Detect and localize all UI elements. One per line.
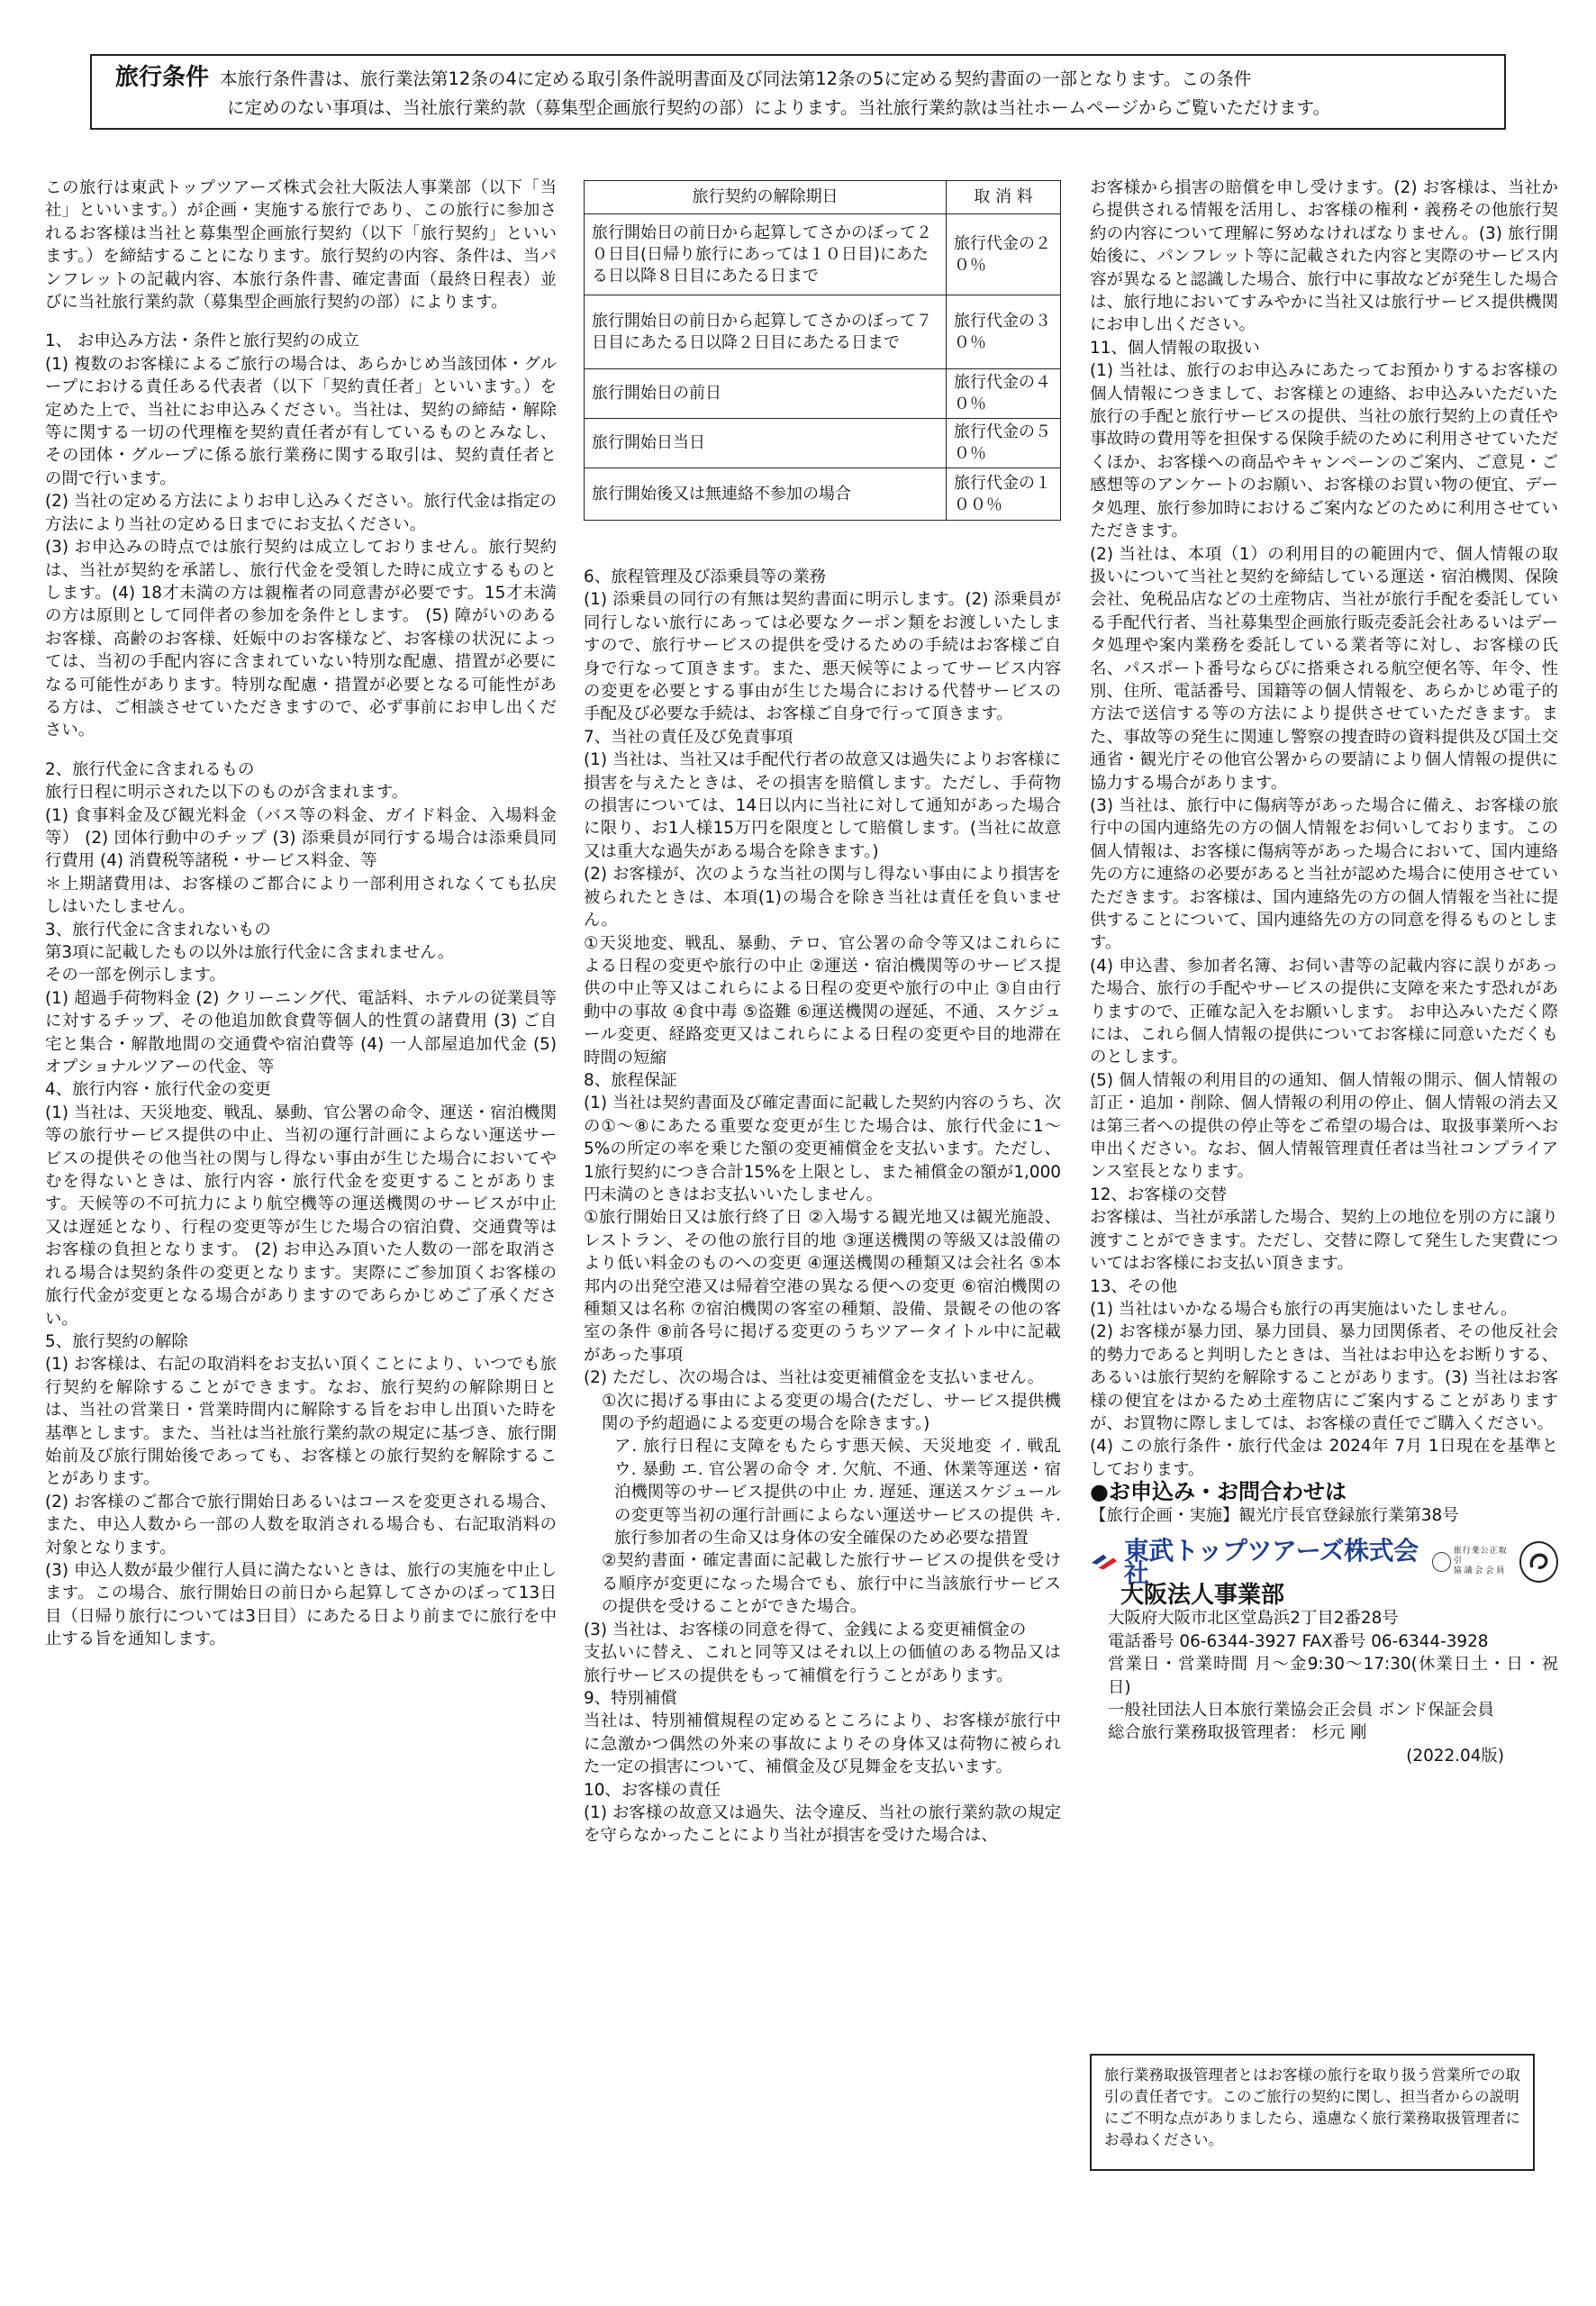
section-8-p5: ア. 旅行日程に支障をもたらす悪天候、天災地変 イ. 戦乱 ウ. 暴動 エ. 官公署の命令 オ. 欠航、不通、休業等運送・宿泊機関等のサービス提供の中止 カ. 遅延、運送スケジュールの変更等当初の運行計画によらない運送サービスの提供 キ. 旅行参加者の生命又は身体の安全確保のため必要な措置 xyxy=(614,1437,1061,1548)
travel-manager: 総合旅行業務取扱管理者： 杉元 剛 xyxy=(1108,1723,1367,1743)
section-1-p1: (1) 複数のお客様によるご旅行の場合は、あらかじめ当該団体・グループにおける責任ある代表者（以下「契約責任者」といいます。）を定めた上で、当社にお申込みください。当社は、契約の締結・解除等に関する一切の代理権を契約責任者が有しているものとみなし、その団体・グループに係る旅行業務に関する取引は、契約責任者との間で行います。 xyxy=(45,354,557,488)
table-row xyxy=(585,295,1061,369)
office-hours: 営業日・営業時間 月～金9:30～17:30(休業日土・日・祝日) xyxy=(1108,1655,1558,1697)
table-cell-period: 旅行開始日の前日 xyxy=(585,369,947,419)
section-3-p3: (1) 超過手荷物料金 (2) クリーニング代、電話料、ホテルの従業員等に対するチップ、その他追加飲食費等個人的性質の諸費用 (3) ご自宅と集合・解散地間の交通費や宿泊費等 (4) 一人部屋追加代金 (5) オプショナルツアーの代金、等 xyxy=(45,988,557,1077)
section-2-title: 2、旅行代金に含まれるもの xyxy=(45,759,255,779)
document-version: (2022.04版) xyxy=(1406,1746,1504,1766)
section-6-title: 6、旅程管理及び添乗員等の業務 xyxy=(584,567,827,586)
company-logo-row xyxy=(1090,1535,1558,1588)
section-1-p2: (2) 当社の定める方法によりお申し込みください。旅行代金は指定の方法により当社の定める日までにお支払ください。 xyxy=(45,492,557,534)
table-cell-fee: 旅行代金の５０％ xyxy=(947,419,1061,468)
section-13-p2: (2) お客様が暴力団、暴力団員、暴力団関係者、その他反社会的勢力であると判明したときは、当社はお申込をお断りする、あるいは旅行契約を解除することがあります。(3) 当社はお客様の便宜をはかるため土産物店にご案内することがありますが、お買物に際しましては、お客様の責任でご購入ください。 xyxy=(1090,1322,1558,1433)
section-12-p1: お客様は、当社が承諾した場合、契約上の地位を別の方に譲り渡すことができます。ただし、交替に際して発生した実費についてはお客様にお支払い頂きます。 xyxy=(1090,1208,1558,1274)
section-8-p3: (2) ただし、次の場合は、当社は変更補償金を支払いません。 xyxy=(584,1368,1045,1388)
office-name: 大阪法人事業部 xyxy=(1120,1581,1285,1609)
office-phone: 電話番号 06-6344-3927 FAX番号 06-6344-3928 xyxy=(1108,1631,1489,1651)
section-5-title: 5、旅行契約の解除 xyxy=(45,1331,188,1351)
table-header-row xyxy=(585,181,1061,214)
office-address: 大阪府大阪市北区堂島浜2丁目2番28号 xyxy=(1108,1609,1399,1629)
section-5-p2: (2) お客様のご都合で旅行開始日あるいはコースを変更される場合、また、申込人数から一部の人数を取消される場合も、右記取消料の対象となります。 xyxy=(45,1492,557,1557)
section-7-p1: (1) 当社は、当社又は手配代行者の故意又は過失によりお客様に損害を与えたときは、その損害を賠償します。ただし、手荷物の損害については、14日以内に当社に対して通知があった場合に限り、お1人様15万円を限度として賠償します。(当社に故意又は重大な過失がある場合を除きます。) xyxy=(584,750,1061,861)
column-right xyxy=(1090,177,1558,1767)
manager-notice-box: 旅行業務取扱管理者とはお客様の旅行を取り扱う営業所での取引の責任者です。このご旅行の契約に関し、担当者からの説明にご不明な点がありましたら、遠慮なく旅行業務取扱管理者にお尋ねください。 xyxy=(1090,2054,1535,2171)
section-10-title: 10、お客様の責任 xyxy=(584,1780,721,1800)
contact-title: ●お申込み・お問合わせは xyxy=(1090,1479,1347,1505)
section-13-p3: (4) この旅行条件・旅行代金は 2024年 7月 1日現在を基準としております。 xyxy=(1090,1437,1558,1479)
section-13-p1: (1) 当社はいかなる場合も旅行の再実施はいたしません。 xyxy=(1090,1299,1518,1319)
section-3-p2: その一部を例示します。 xyxy=(45,966,226,985)
section-7-title: 7、当社の責任及び免責事項 xyxy=(584,727,793,747)
section-6-p1: (1) 添乗員の同行の有無は契約書面に明示します。(2) 添乗員が同行しない旅行にあっては必要なクーポン類をお渡しいたしますので、旅行サービスの提供を受けるための手続はお客様ご自身で行なって頂きます。また、悪天候等によってサービス内容の変更を必要とする事由が生じた場合における代替サービスの手配及び必要な手続は、お客様ご自身で行って頂きます。 xyxy=(584,590,1061,724)
section-2-p3: ＊上期諸費用は、お客様のご都合により一部利用されなくても払戻しはいたしません。 xyxy=(45,874,557,917)
section-8-p4: ①次に掲げる事由による変更の場合(ただし、サービス提供機関の予約超過による変更の場合を除きます。) xyxy=(602,1391,1061,1434)
section-11-p2: (2) 当社は、本項（1）の利用目的の範囲内で、個人情報の取扱いについて当社と契約を締結している運送・宿泊機関、保険会社、免税品店などの土産物店、当社が旅行手配を委託している手配代行者、当社募集型企画旅行販売委託会社あるいはデータ処理や案内業務を委託している業者等に対し、お客様の氏名、パスポート番号ならびに搭乗される航空便名等、年令、性別、住所、電話番号、国籍等の個人情報を、あらかじめ電子的方法で送信する等の方法により提供させていただきます。また、事故等の発生に関連し警察の捜査時の資料提供及び国土交通省・観光庁その他官公署からの要請により個人情報の提供に協力する場合があります。 xyxy=(1090,544,1558,793)
section-2-p1: 旅行日程に明示された以下のものが含まれます。 xyxy=(45,783,409,803)
tobu-logo-icon xyxy=(1090,1550,1119,1574)
section-12-title: 12、お客様の交替 xyxy=(1090,1185,1228,1204)
section-4-title: 4、旅行内容・旅行代金の変更 xyxy=(45,1080,271,1100)
section-5-p1: (1) お客様は、右記の取消料をお支払い頂くことにより、いつでも旅行契約を解除することができます。なお、旅行契約の解除期日とは、当社の営業日・営業時間内に解除する旨をお申し出頂いた時を基準とします。また、当社は当社旅行業約款の規定に基づき、旅行開始前及び旅行開始後であっても、お客様との旅行契約を解除することがあります。 xyxy=(45,1355,557,1489)
section-11-title: 11、個人情報の取扱い xyxy=(1090,338,1260,358)
column-middle xyxy=(584,566,1061,1848)
section-9-title: 9、特別補償 xyxy=(584,1688,677,1708)
table-cell-period: 旅行開始日の前日から起算してさかのぼって７日目にあたる日以降２日目にあたる日まで xyxy=(585,295,947,369)
table-cell-fee: 旅行代金の２０％ xyxy=(947,214,1061,295)
table-row xyxy=(585,214,1061,295)
section-8-p6: ②契約書面・確定書面に記載した旅行サービスの提供を受ける順序が変更になった場合でも、旅行中に当該旅行サービスの提供を受けることができた場合。 xyxy=(602,1551,1061,1617)
section-11-p5: (5) 個人情報の利用目的の通知、個人情報の開示、個人情報の訂正・追加・削除、個人情報の利用の停止、個人情報の消去又は第三者への提供の停止等をご希望の場合は、取扱事業所へお申出ください。なお、個人情報管理責任者は当社コンプライアンス室長となります。 xyxy=(1090,1070,1558,1182)
table-cell-fee: 旅行代金の４０％ xyxy=(947,369,1061,419)
section-7-p3: ①天災地変、戦乱、暴動、テロ、官公署の命令等又はこれらによる日程の変更や旅行の中止 ②運送・宿泊機関等のサービス提供の中止等又はこれらによる日程の変更や旅行の中止 ③自由行動中の事故 ④食中毒 ⑤盗難 ⑥運送機関の遅延、不通、スケジュール変更、経路変更又はこれらによる日程の変更や目的地滞在時間の短縮 xyxy=(584,933,1061,1067)
section-8-p1: (1) 当社は契約書面及び確定書面に記載した契約内容のうち、次の①～⑧にあたる重要な変更が生じた場合は、旅行代金に1～5%の所定の率を乗じた額の変更補償金を支払います。ただし、1旅行契約につき合計15%を上限とし、また補償金の額が1,000円未満のときはお支払いいたしません。 xyxy=(584,1094,1061,1204)
conditions-header xyxy=(90,54,1506,130)
section-8-p2: ①旅行開始日又は旅行終了日 ②入場する観光地又は観光施設、レストラン、その他の旅行目的地 ③運送機関の等級又は設備のより低い料金のものへの変更 ④運送機関の種類又は会社名 ⑤本邦内の出発空港又は帰着空港の異なる便への変更 ⑥宿泊機関の種類又は名称 ⑦宿泊機関の客室の種類、設備、景観その他の客室の条件 ⑧前各号に掲げる変更のうちツアータイトル中に記載があった事項 xyxy=(584,1208,1061,1365)
bond-guarantee-icon xyxy=(1519,1541,1558,1583)
section-2-p2: (1) 食事料金及び観光料金（バス等の料金、ガイド料金、入場料金等） (2) 団体行動中のチップ (3) 添乗員が同行する場合は添乗員同行費用 (4) 消費税等諸税・サービス料金、等 xyxy=(45,805,557,871)
association-seal-icon xyxy=(1432,1552,1451,1572)
company-name: 東武トップツアーズ株式会社 xyxy=(1123,1535,1419,1588)
section-8-p8: 支払いに替え、これと同等又はそれ以上の価値のある物品又は旅行サービスの提供をもって補償を行うことがあります。 xyxy=(584,1643,1061,1685)
section-1-title: 1、 お申込み方法・条件と旅行契約の成立 xyxy=(45,331,359,351)
cancellation-fee-table xyxy=(584,180,1061,521)
header-line-1: 旅行条件 本旅行条件書は、旅行業法第12条の4に定める取引条件説明書面及び同法第12条の5に定める契約書面の一部となります。この条件 xyxy=(115,64,1252,91)
table-cell-period: 旅行開始日当日 xyxy=(585,419,947,468)
section-10-continued: お客様から損害の賠償を申し受けます。(2) お客様は、当社から提供される情報を活用し、お客様の権利・義務その他旅行契約の内容について理解に努めなければなりません。(3) 旅行開始後に、パンフレット等に記載された内容と実際のサービス内容が異なると認識した場合、旅行中に事故などが発生した場合は、旅行地においてすみやかに当社又は旅行サービス提供機関にお申し出ください。 xyxy=(1090,178,1558,335)
section-11-p1: (1) 当社は、旅行のお申込みにあたってお預かりするお客様の個人情報につきまして、お客様との連絡、お申込みいただいた旅行の手配と旅行サービスの提供、当社の旅行契約上の責任や事故時の費用等を担保する保険手続のために利用させていただくほか、お客様への商品やキャンペーンのご案内、ご意見・ご感想等のアンケートのお願い、お客様のお買い物の便宜、データ処理、旅行参加時におけるご案内などのために利用させていただきます。 xyxy=(1090,361,1558,541)
header-line-2: に定めのない事項は、当社旅行業約款（募集型企画旅行契約の部）によります。当社旅行業約款は当社ホームページからご覧いただけます。 xyxy=(227,97,1330,118)
section-13-title: 13、その他 xyxy=(1090,1276,1177,1296)
section-9-p1: 当社は、特別補償規程の定めるところにより、お客様が旅行中に急激かつ偶然の外来の事故によりその身体又は荷物に被られた一定の損害について、補償金及び見舞金を支払います。 xyxy=(584,1711,1061,1777)
section-11-p4: (4) 申込書、参加者名簿、お伺い書等の記載内容に誤りがあった場合、旅行の手配やサービスの提供に支障を来たす恐れがありますので、正確な記入をお願いします。 お申込みいただく際には、これら個人情報の提供についてお客様に同意いただくものとします。 xyxy=(1090,956,1558,1067)
section-11-p3: (3) 当社は、旅行中に傷病等があった場合に備え、お客様の旅行中の国内連絡先の方の個人情報をお伺いしております。この個人情報は、お客様に傷病等があった場合において、国内連絡先の方に連絡の必要があると当社が認めた場合に使用させていただきます。お客様は、国内連絡先の方の個人情報を当社に提供することについて、国内連絡先の方の同意を得るものとします。 xyxy=(1090,795,1558,953)
column-left xyxy=(45,177,557,1651)
fair-trade-association: 旅行業公正取引 協 議 会 会 員 xyxy=(1432,1547,1507,1576)
table-header-fee: 取 消 料 xyxy=(947,181,1061,214)
table-cell-fee: 旅行代金の１００％ xyxy=(947,468,1061,521)
section-5-p3: (3) 申込人数が最少催行人員に満たないときは、旅行の実施を中止します。この場合、旅行開始日の前日から起算してさかのぼって13日目（日帰り旅行については3日目）にあたる日より前までに旅行を中止する旨を通知します。 xyxy=(45,1560,557,1649)
table-row xyxy=(585,468,1061,521)
section-3-title: 3、旅行代金に含まれないもの xyxy=(45,920,271,940)
section-4-p1: (1) 当社は、天災地変、戦乱、暴動、官公署の命令、運送・宿泊機関等の旅行サービス提供の中止、当初の運行計画によらない運送サービスの提供その他当社の関与し得ない事由が生じた場合においてやむを得ないときは、旅行内容・旅行代金を変更することがあります。天候等の不可抗力により航空機等の運送機関のサービスが中止又は遅延となり、行程の変更等が生じた場合の宿泊費、交通費等はお客様の負担となります。 (2) お申込み頂いた人数の一部を取消される場合は契約条件の変更となります。実際にご参加頂くお客様の旅行代金が変更となる場合がありますのであらかじめご了承ください。 xyxy=(45,1103,557,1329)
contact-license: 【旅行企画・実施】観光庁長官登録旅行業第38号 xyxy=(1090,1505,1459,1525)
header-title: 旅行条件 xyxy=(115,64,210,91)
table-row xyxy=(585,369,1061,419)
section-7-p2: (2) お客様が、次のような当社の関与し得ない事由により損害を被られたときは、本項(1)の場合を除き当社は責任を負いません。 xyxy=(584,865,1061,931)
table-header-period: 旅行契約の解除期日 xyxy=(585,181,947,214)
association-membership: 一般社団法人日本旅行業協会正会員 ボンド保証会員 xyxy=(1108,1701,1494,1720)
section-1-p3: (3) お申込みの時点では旅行契約は成立しておりません。旅行契約は、当社が契約を承諾し、旅行代金を受領した時に成立するものとします。(4) 18才未満の方は親権者の同意書が必要です。15才未満の方は原則として同伴者の参加を条件とします。 (5) 障がいのあるお客様、高齢のお客様、妊娠中のお客様など、お客様の状況によっては、当初の手配内容に含まれていない特別な配慮、措置が必要になる可能性があります。特別な配慮・措置が必要となる可能性がある方は、ご相談させていただきますので、必ず事前にお申し出ください。 xyxy=(45,538,557,740)
table-cell-period: 旅行開始日の前日から起算してさかのぼって２０日目(日帰り旅行にあっては１０日目)にあたる日以降８日目にあたる日まで xyxy=(585,214,947,295)
section-8-title: 8、旅程保証 xyxy=(584,1070,677,1090)
intro-paragraph: この旅行は東武トップツアーズ株式会社大阪法人事業部（以下「当社」といいます。）が企画・実施する旅行であり、この旅行に参加されるお客様は当社と募集型企画旅行契約（以下「旅行契約」といいます。）を締結することになります。旅行契約の内容、条件は、当パンフレットの記載内容、本旅行条件書、確定書面（最終日程表）並びに当社旅行業約款（募集型企画旅行契約の部）によります。 xyxy=(45,178,557,313)
table-cell-fee: 旅行代金の３０％ xyxy=(947,295,1061,369)
section-8-p7: (3) 当社は、お客様の同意を得て、金銭による変更補償金の xyxy=(584,1620,1027,1639)
table-row xyxy=(585,419,1061,468)
section-3-p1: 第3項に記載したもの以外は旅行代金に含まれません。 xyxy=(45,943,455,962)
table-cell-period: 旅行開始後又は無連絡不参加の場合 xyxy=(585,468,947,521)
section-10-p1: (1) お客様の故意又は過失、法令違反、当社の旅行業約款の規定を守らなかったことにより当社が損害を受けた場合は、 xyxy=(584,1802,1061,1846)
